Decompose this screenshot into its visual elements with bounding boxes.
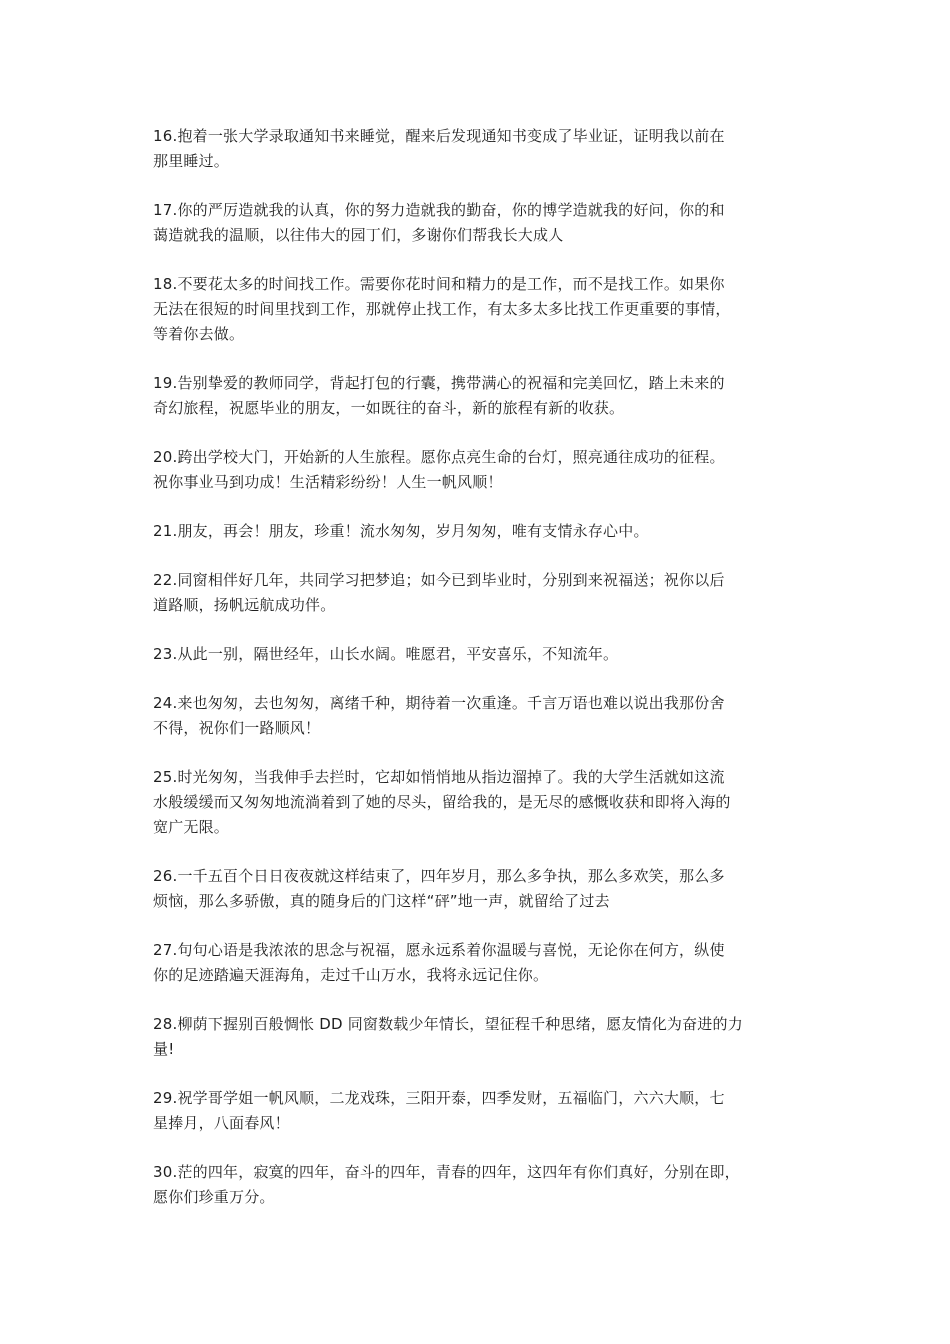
paragraph-line: 愿你们珍重万分。	[153, 1188, 275, 1206]
paragraph-19	[153, 371, 796, 421]
paragraph-27	[153, 938, 796, 988]
paragraph-line: 27.句句心语是我浓浓的思念与祝福，愿永远系着你温暖与喜悦，无论你在何方，纵使	[153, 941, 725, 959]
paragraph-line: 星捧月，八面春风！	[153, 1114, 290, 1132]
paragraph-24	[153, 691, 796, 741]
paragraph-line: 无法在很短的时间里找到工作，那就停止找工作，有太多太多比找工作更重要的事情，	[153, 300, 731, 318]
paragraph-23	[153, 642, 796, 667]
paragraph-26	[153, 864, 796, 914]
paragraph-line: 烦恼，那么多骄傲，真的随身后的门这样“砰”地一声，就留给了过去	[153, 892, 610, 910]
paragraph-line: 23.从此一别，隔世经年，山长水阔。唯愿君，平安喜乐，不知流年。	[153, 645, 619, 663]
paragraph-29	[153, 1086, 796, 1136]
paragraph-line: 你的足迹踏遍天涯海角，走过千山万水，我将永远记住你。	[153, 966, 549, 984]
paragraph-line: 28.柳荫下握别百般惆怅 DD 同窗数载少年情长，望征程千种思绪，愿友情化为奋进的力	[153, 1015, 743, 1033]
paragraph-line: 宽广无限。	[153, 818, 230, 836]
paragraph-line: 不得，祝你们一路顺风！	[153, 719, 321, 737]
paragraph-line: 奇幻旅程，祝愿毕业的朋友，一如既往的奋斗，新的旅程有新的收获。	[153, 399, 625, 417]
paragraph-line: 25.时光匆匆，当我伸手去拦时，它却如悄悄地从指边溜掉了。我的大学生活就如这流	[153, 768, 725, 786]
paragraph-22	[153, 568, 796, 618]
paragraph-25	[153, 765, 796, 840]
paragraph-17	[153, 198, 796, 248]
paragraph-line: 17.你的严厉造就我的认真，你的努力造就我的勤奋，你的博学造就我的好问，你的和	[153, 201, 725, 219]
paragraph-line: 29.祝学哥学姐一帆风顺，二龙戏珠，三阳开泰，四季发财，五福临门，六六大顺，七	[153, 1089, 725, 1107]
paragraph-line: 等着你去做。	[153, 325, 245, 343]
paragraph-line: 水般缓缓而又匆匆地流淌着到了她的尽头，留给我的，是无尽的感慨收获和即将入海的	[153, 793, 731, 811]
paragraph-line: 24.来也匆匆，去也匆匆，离绪千种，期待着一次重逢。千言万语也难以说出我那份舍	[153, 694, 725, 712]
paragraph-line: 那里睡过。	[153, 152, 230, 170]
paragraph-28	[153, 1012, 796, 1062]
paragraph-30	[153, 1160, 796, 1210]
paragraph-line: 道路顺，扬帆远航成功伴。	[153, 596, 336, 614]
paragraph-16	[153, 124, 796, 174]
paragraph-line: 22.同窗相伴好几年，共同学习把梦追；如今已到毕业时，分别到来祝福送；祝你以后	[153, 571, 725, 589]
paragraph-line: 19.告别挚爱的教师同学，背起打包的行囊，携带满心的祝福和完美回忆，踏上未来的	[153, 374, 725, 392]
paragraph-20	[153, 445, 796, 495]
paragraph-line: 18.不要花太多的时间找工作。需要你花时间和精力的是工作，而不是找工作。如果你	[153, 275, 725, 293]
paragraph-line: 21.朋友，再会！朋友，珍重！流水匆匆，岁月匆匆，唯有支情永存心中。	[153, 522, 649, 540]
paragraph-line: 16.抱着一张大学录取通知书来睡觉，醒来后发现通知书变成了毕业证，证明我以前在	[153, 127, 725, 145]
paragraph-line: 30.茫的四年，寂寞的四年，奋斗的四年，青春的四年，这四年有你们真好，分别在即，	[153, 1163, 740, 1181]
paragraph-line: 26.一千五百个日日夜夜就这样结束了，四年岁月，那么多争执，那么多欢笑，那么多	[153, 867, 725, 885]
document-body	[153, 124, 796, 1234]
paragraph-line: 祝你事业马到功成！生活精彩纷纷！人生一帆风顺！	[153, 473, 503, 491]
paragraph-line: 蔼造就我的温顺，以往伟大的园丁们，多谢你们帮我长大成人	[153, 226, 564, 244]
paragraph-line: 20.跨出学校大门，开始新的人生旅程。愿你点亮生命的台灯，照亮通往成功的征程。	[153, 448, 725, 466]
paragraph-18	[153, 272, 796, 347]
paragraph-21	[153, 519, 796, 544]
paragraph-line: 量!	[153, 1040, 175, 1058]
